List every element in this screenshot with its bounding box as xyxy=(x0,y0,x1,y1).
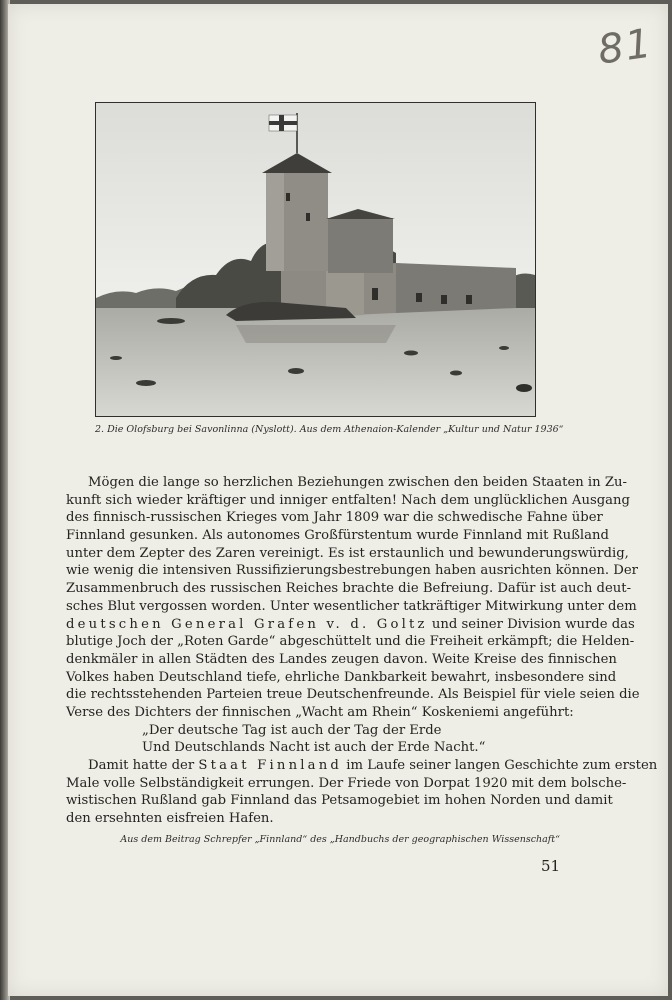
text-line xyxy=(66,616,635,634)
text-line: Volkes haben Deutschland tiefe, ehrliche Dankbarkeit bewahrt, insbesondere sind xyxy=(66,669,617,685)
article-body xyxy=(66,474,658,828)
verse-line: „Der deutsche Tag ist auch der Tag der Erde xyxy=(142,722,442,738)
text-line: wie wenig die intensiven Russifizierungsbestrebungen haben ausrichten können. Der xyxy=(66,563,638,579)
spaced-name: deutschen General Grafen v. d. Goltz xyxy=(66,616,428,632)
text-line: Finnland gesunken. Als autonomes Großfürstentum wurde Finnland mit Rußland xyxy=(66,528,609,544)
text-line: denkmäler in allen Städten des Landes zeugen davon. Weite Kreise des finnischen xyxy=(66,651,617,667)
text-line: unter dem Zepter des Zaren vereinigt. Es ist erstaunlich und bewunderungswürdig, xyxy=(66,545,629,561)
castle-photo xyxy=(95,102,536,417)
text-line: kunft sich wieder kräftiger und inniger entfalten! Nach dem unglücklichen Ausgang xyxy=(66,492,630,508)
text-fragment: im Laufe seiner langen Geschichte zum ersten xyxy=(346,758,658,773)
text-line: wistischen Rußland gab Finnland das Petsamogebiet im hohen Norden und damit xyxy=(66,793,613,809)
text-fragment: Damit hatte der xyxy=(88,758,195,773)
figure-caption: 2. Die Olofsburg bei Savonlinna (Nyslott). Aus dem Athenaion-Kalender „Kultur und Natur 1936“ xyxy=(95,424,564,435)
spaced-name: Staat Finnland xyxy=(198,758,343,773)
text-line: Male volle Selbständigkeit errungen. Der Friede von Dorpat 1920 mit dem bolsche- xyxy=(66,775,627,791)
text-line: den ersehnten eisfreien Hafen. xyxy=(66,811,274,827)
text-line: Mögen die lange so herzlichen Beziehungen zwischen den beiden Staaten in Zu- xyxy=(88,475,627,490)
text-line xyxy=(66,757,658,775)
verse-line: Und Deutschlands Nacht ist auch der Erde Nacht.“ xyxy=(142,740,486,756)
text-line: die rechtsstehenden Parteien treue Deutschenfreunde. Als Beispiel für viele seien die xyxy=(66,687,640,703)
text-fragment: und seiner Division wurde das xyxy=(431,616,635,632)
text-line: blutige Joch der „Roten Garde“ abgeschüttelt und die Freiheit erkämpft; die Helden- xyxy=(66,634,635,650)
text-line: Zusammenbruch des russischen Reiches brachte die Befreiung. Dafür ist auch deut- xyxy=(66,581,632,597)
text-line: Verse des Dichters der finnischen „Wacht am Rhein“ Koskeniemi angeführt: xyxy=(66,704,574,720)
text-line: des finnisch-russischen Krieges vom Jahr 1809 war die schwedische Fahne über xyxy=(66,510,603,526)
text-line: sches Blut vergossen worden. Unter wesentlicher tatkräftiger Mitwirkung unter dem xyxy=(66,598,637,614)
source-citation: Aus dem Beitrag Schrepfer „Finnland“ des „Handbuchs der geographischen Wissenschaft“ xyxy=(120,834,560,845)
handwritten-page-number: 81 xyxy=(595,20,656,74)
page-number: 51 xyxy=(541,857,561,875)
